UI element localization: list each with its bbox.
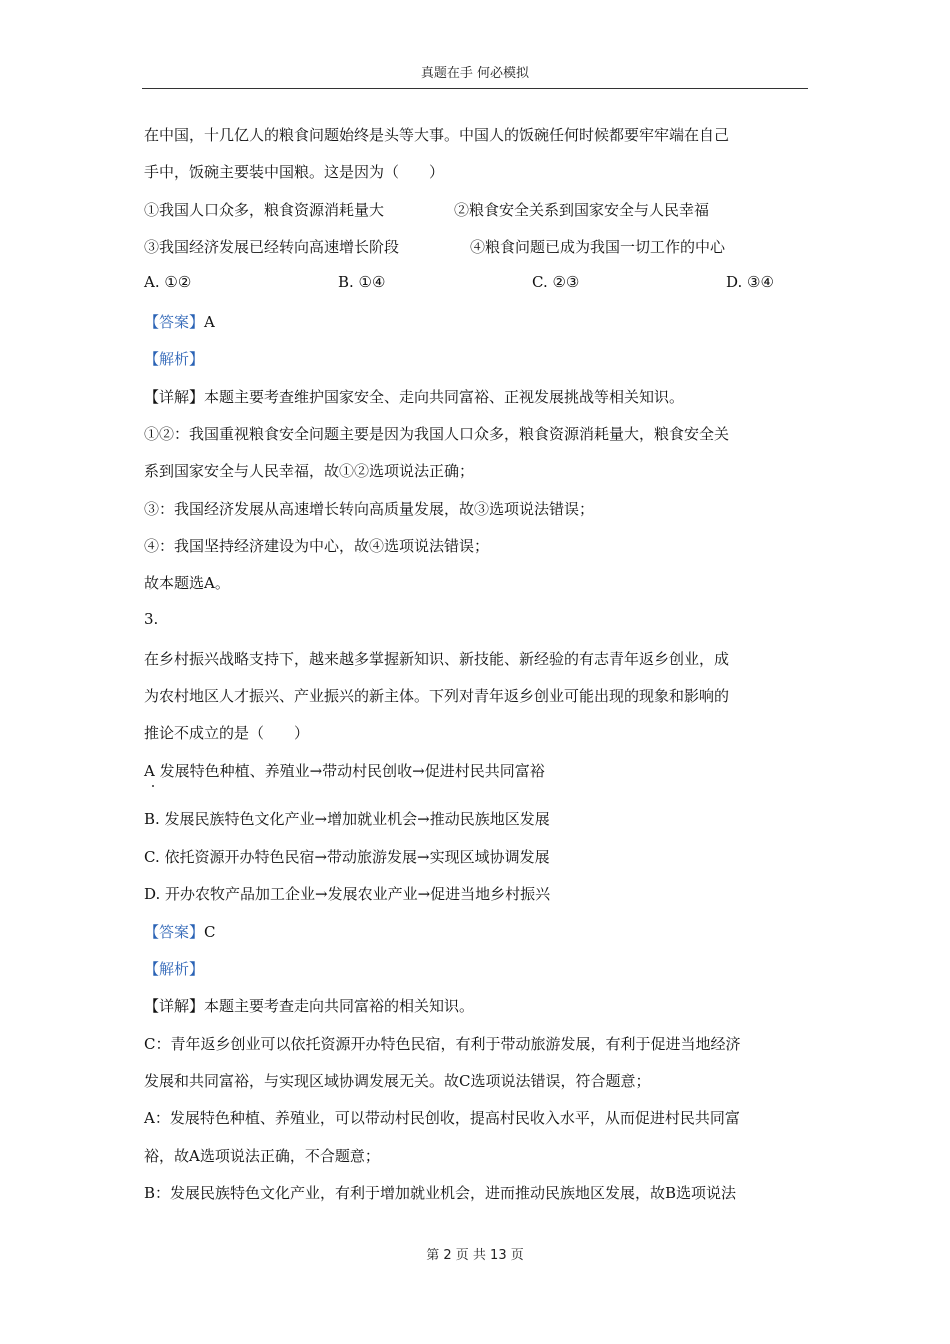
q3-option-d: D. 开办农牧产品加工企业→发展农业产业→促进当地乡村振兴	[144, 885, 551, 903]
answer-tag: 【答案】	[144, 923, 205, 941]
q2-analysis-heading	[144, 348, 204, 369]
q3-number: 3.	[144, 610, 159, 628]
detail-text: 本题主要考查维护国家安全、走向共同富裕、正视发展挑战等相关知识。	[204, 388, 685, 406]
q3-explanation-c-line-1: C：青年返乡创业可以依托资源开办特色民宿，有利于带动旅游发展，有利于促进当地经济	[144, 1035, 741, 1053]
q3-explanation-a-line-1: A：发展特色种植、养殖业，可以带动村民创收，提高村民收入水平，从而促进村民共同富	[144, 1109, 740, 1127]
q3-stem-line-1: 在乡村振兴战略支持下，越来越多掌握新知识、新技能、新经验的有志青年返乡创业，成	[144, 650, 730, 668]
q3-stem-line-2: 为农村地区人才振兴、产业振兴的新主体。下列对青年返乡创业可能出现的现象和影响的	[144, 687, 730, 705]
q2-option-b: B. ①④	[338, 273, 386, 291]
q3-option-a: A 发展特色种植、养殖业→带动村民创收→促进村民共同富裕	[144, 762, 545, 780]
q2-stem-line-2: 手中，饭碗主要装中国粮。这是因为（ ）	[144, 163, 445, 181]
q2-option-c: C. ②③	[532, 273, 580, 291]
answer-value: C	[204, 923, 216, 941]
analysis-tag: 【解析】	[144, 960, 205, 978]
q3-explanation-c-line-2: 发展和共同富裕，与实现区域协调发展无关。故C选项说法错误，符合题意；	[144, 1072, 651, 1090]
q3-explanation-b-line-1: B：发展民族特色文化产业，有利于增加就业机会，进而推动民族地区发展，故B选项说法	[144, 1184, 737, 1202]
detail-text: 本题主要考查走向共同富裕的相关知识。	[204, 997, 475, 1015]
q2-explanation-2: ③：我国经济发展从高速增长转向高质量发展，故③选项说法错误；	[144, 500, 595, 518]
q2-detail	[144, 386, 684, 407]
q2-explanation-1-line-2: 系到国家安全与人民幸福，故①②选项说法正确；	[144, 462, 475, 480]
q3-option-c: C. 依托资源开办特色民宿→带动旅游发展→实现区域协调发展	[144, 848, 550, 866]
answer-value: A	[204, 313, 215, 331]
detail-tag: 【详解】	[144, 997, 205, 1015]
q2-explanation-1-line-1: ①②：我国重视粮食安全问题主要是因为我国人口众多，粮食资源消耗量大，粮食安全关	[144, 425, 730, 443]
header-divider	[142, 88, 808, 89]
q3-answer	[144, 921, 216, 942]
q2-statement-3: ③我国经济发展已经转向高速增长阶段	[144, 238, 400, 256]
q2-stem-line-1: 在中国，十几亿人的粮食问题始终是头等大事。中国人的饭碗任何时候都要牢牢端在自己	[144, 126, 730, 144]
q3-explanation-a-line-2: 裕，故A选项说法正确，不合题意；	[144, 1147, 380, 1165]
q2-answer	[144, 311, 215, 332]
q2-statement-4: ④粮食问题已成为我国一切工作的中心	[470, 238, 726, 256]
q3-option-b: B. 发展民族特色文化产业→增加就业机会→推动民族地区发展	[144, 810, 550, 828]
q2-option-a: A. ①②	[144, 273, 192, 291]
page-header: 真题在手 何必模拟	[420, 66, 530, 81]
q2-statement-1: ①我国人口众多，粮食资源消耗量大	[144, 201, 385, 219]
q2-option-d: D. ③④	[726, 273, 774, 291]
q2-statement-2: ②粮食安全关系到国家安全与人民幸福	[454, 201, 710, 219]
q2-conclusion: 故本题选A。	[144, 574, 230, 592]
detail-tag: 【详解】	[144, 388, 205, 406]
q3-detail	[144, 995, 474, 1016]
q3-analysis-heading	[144, 958, 204, 979]
stray-dot-mark	[152, 785, 154, 787]
q3-stem-line-3: 推论不成立的是（ ）	[144, 724, 310, 742]
answer-tag: 【答案】	[144, 313, 205, 331]
q2-explanation-3: ④：我国坚持经济建设为中心，故④选项说法错误；	[144, 537, 490, 555]
page-footer: 第 2 页 共 13 页	[426, 1248, 524, 1263]
analysis-tag: 【解析】	[144, 350, 205, 368]
